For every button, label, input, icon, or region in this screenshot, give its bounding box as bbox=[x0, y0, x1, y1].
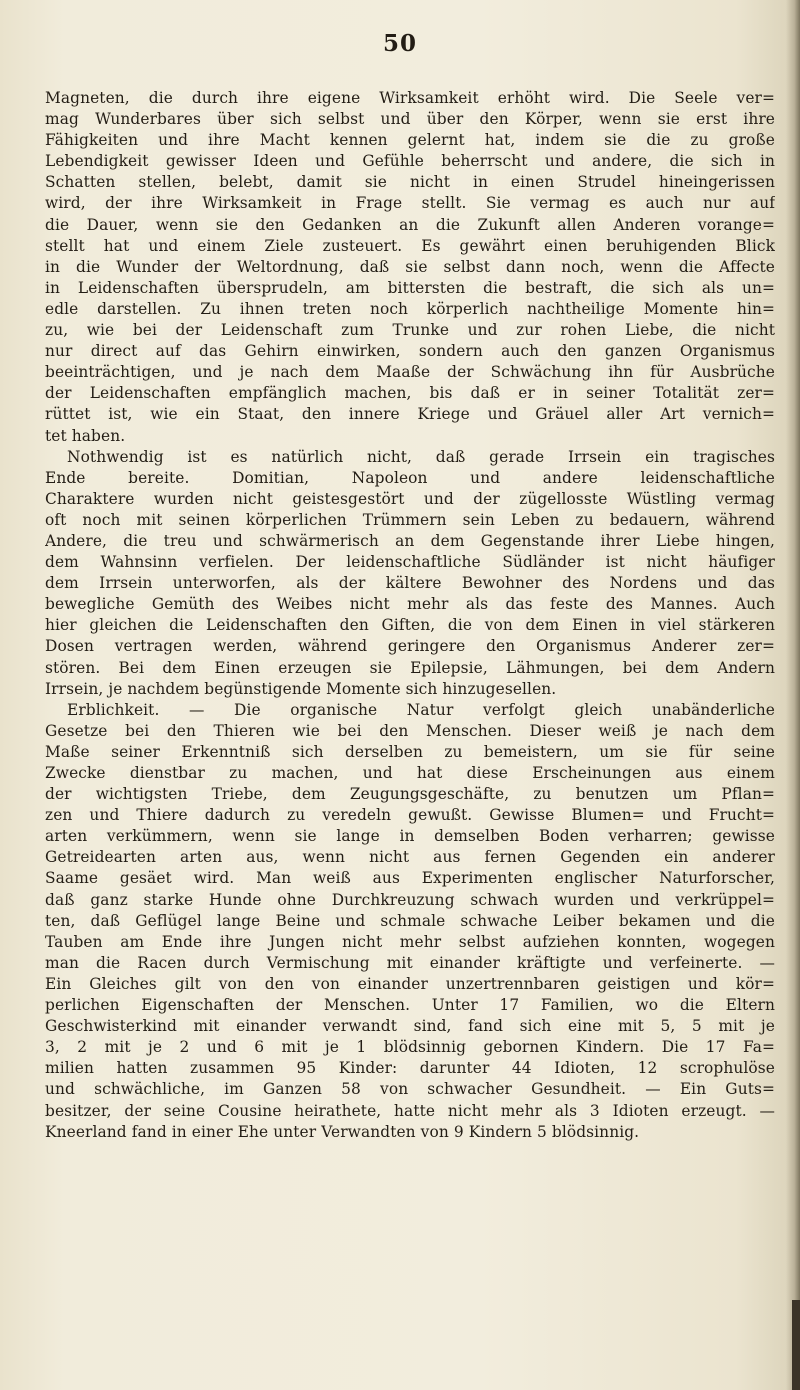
text-line: wird, der ihre Wirksamkeit in Frage stellt. Sie vermag es auch nur auf bbox=[45, 194, 775, 213]
text-line: Nothwendig ist es natürlich nicht, daß gerade Irrsein ein tragisches bbox=[67, 447, 775, 466]
body-text bbox=[45, 88, 775, 1143]
text-line: zu, wie bei der Leidenschaft zum Trunke und zur rohen Liebe, die nicht bbox=[45, 321, 775, 340]
text-line: besitzer, der seine Cousine heirathete, hatte nicht mehr als 3 Idioten erzeugt. — bbox=[45, 1101, 775, 1120]
text-line: tet haben. bbox=[45, 426, 126, 445]
text-line: Magneten, die durch ihre eigene Wirksamkeit erhöht wird. Die Seele ver= bbox=[45, 89, 775, 107]
text-line: milien hatten zusammen 95 Kinder: darunter 44 Idioten, 12 scrophulöse bbox=[45, 1059, 775, 1078]
text-line: Irrsein, je nachdem begünstigende Momente sich hinzugesellen. bbox=[45, 679, 557, 698]
text-line: Gesetze bei den Thieren wie bei den Menschen. Dieser weiß je nach dem bbox=[45, 721, 775, 740]
text-line: und schwächliche, im Ganzen 58 von schwacher Gesundheit. — Ein Guts= bbox=[45, 1080, 775, 1099]
text-line: Saame gesäet wird. Man weiß aus Experimenten englischer Naturforscher, bbox=[45, 869, 775, 888]
text-line: dem Irrsein unterworfen, als der kältere Bewohner des Nordens und das bbox=[45, 574, 775, 593]
text-line: Ende bereite. Domitian, Napoleon und andere leidenschaftliche bbox=[45, 468, 775, 487]
text-line: Lebendigkeit gewisser Ideen und Gefühle beherrscht und andere, die sich in bbox=[45, 152, 775, 171]
text-line: Andere, die treu und schwärmerisch an dem Gegenstande ihrer Liebe hingen, bbox=[45, 531, 775, 550]
text-line: der Leidenschaften empfänglich machen, bis daß er in seiner Totalität zer= bbox=[45, 384, 775, 403]
text-line: Erblichkeit. — Die organische Natur verfolgt gleich unabänderliche bbox=[67, 700, 775, 719]
text-line: man die Racen durch Vermischung mit einander kräftigte und verfeinerte. — bbox=[45, 953, 775, 972]
text-line: beeinträchtigen, und je nach dem Maaße der Schwächung ihn für Ausbrüche bbox=[45, 363, 775, 382]
text-line: ten, daß Geflügel lange Beine und schmale schwache Leiber bekamen und die bbox=[45, 911, 775, 930]
text-line: nur direct auf das Gehirn einwirken, sondern auch den ganzen Organismus bbox=[45, 342, 775, 361]
text-line: Dosen vertragen werden, während geringere den Organismus Anderer zer= bbox=[45, 637, 775, 656]
text-line: daß ganz starke Hunde ohne Durchkreuzung schwach wurden und verkrüppel= bbox=[45, 890, 775, 909]
text-line: Maße seiner Erkenntniß sich derselben zu bemeistern, um sie für seine bbox=[45, 742, 775, 761]
page-number: 50 bbox=[382, 30, 417, 57]
text-line: rüttet ist, wie ein Staat, den innere Kriege und Gräuel aller Art vernich= bbox=[45, 405, 775, 424]
text-line: Getreidearten arten aus, wenn nicht aus fernen Gegenden ein anderer bbox=[45, 848, 775, 867]
text-line: Kneerland fand in einer Ehe unter Verwandten von 9 Kindern 5 blödsinnig. bbox=[45, 1122, 640, 1141]
text-line: stören. Bei dem Einen erzeugen sie Epilepsie, Lähmungen, bei dem Andern bbox=[45, 658, 775, 677]
text-line: 3, 2 mit je 2 und 6 mit je 1 blödsinnig gebornen Kindern. Die 17 Fa= bbox=[45, 1038, 775, 1057]
text-line: in die Wunder der Weltordnung, daß sie selbst dann noch, wenn die Affecte bbox=[45, 257, 775, 276]
text-line: mag Wunderbares über sich selbst und über den Körper, wenn sie erst ihre bbox=[45, 110, 775, 129]
page-edge-shadow bbox=[786, 0, 800, 1390]
text-line: bewegliche Gemüth des Weibes nicht mehr als das feste des Mannes. Auch bbox=[45, 595, 775, 614]
text-line: Schatten stellen, belebt, damit sie nicht in einen Strudel hineingerissen bbox=[45, 173, 775, 192]
text-line: der wichtigsten Triebe, dem Zeugungsgeschäfte, zu benutzen um Pflan= bbox=[45, 785, 775, 804]
text-line: die Dauer, wenn sie den Gedanken an die Zukunft allen Anderen vorange= bbox=[45, 215, 775, 234]
text-line: Fähigkeiten und ihre Macht kennen gelernt hat, indem sie die zu große bbox=[45, 131, 775, 150]
text-line: Ein Gleiches gilt von den von einander unzertrennbaren geistigen und kör= bbox=[45, 974, 775, 993]
text-line: in Leidenschaften übersprudeln, am bittersten die bestraft, die sich als un= bbox=[45, 278, 775, 297]
text-line: dem Wahnsinn verfielen. Der leidenschaftliche Südländer ist nicht häufiger bbox=[45, 553, 775, 572]
text-line: stellt hat und einem Ziele zusteuert. Es gewährt einen beruhigenden Blick bbox=[45, 236, 775, 255]
text-line: Zwecke dienstbar zu machen, und hat diese Erscheinungen aus einem bbox=[45, 764, 775, 782]
text-line: Geschwisterkind mit einander verwandt sind, fand sich eine mit 5, 5 mit je bbox=[45, 1017, 775, 1036]
text-line: Tauben am Ende ihre Jungen nicht mehr selbst aufziehen konnten, wogegen bbox=[45, 932, 775, 951]
text-line: zen und Thiere dadurch zu veredeln gewußt. Gewisse Blumen= und Frucht= bbox=[45, 806, 775, 825]
text-line: Charaktere wurden nicht geistesgestört und der zügellosste Wüstling vermag bbox=[45, 489, 775, 508]
page-edge-mark bbox=[792, 1300, 800, 1390]
text-line: oft noch mit seinen körperlichen Trümmern sein Leben zu bedauern, während bbox=[45, 510, 775, 529]
text-line: arten verkümmern, wenn sie lange in demselben Boden verharren; gewisse bbox=[45, 827, 775, 846]
text-line: edle darstellen. Zu ihnen treten noch körperlich nachtheilige Momente hin= bbox=[45, 299, 775, 318]
text-line: hier gleichen die Leidenschaften den Giften, die von dem Einen in viel stärkeren bbox=[45, 616, 775, 635]
text-line: perlichen Eigenschaften der Menschen. Unter 17 Familien, wo die Eltern bbox=[45, 996, 775, 1015]
